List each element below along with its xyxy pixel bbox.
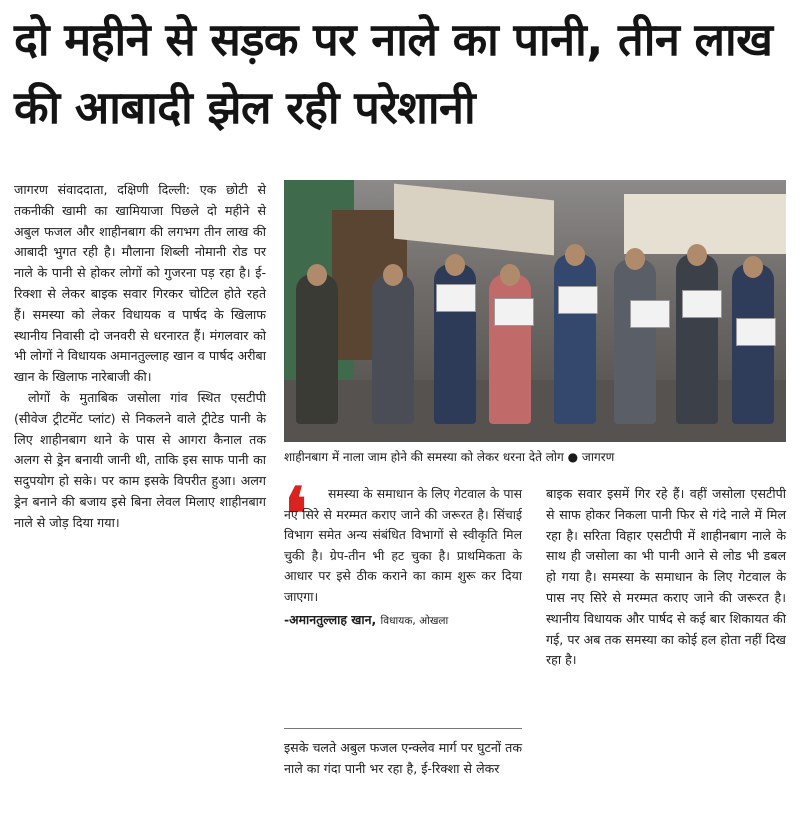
pull-quote-author-role: विधायक, ओखला (380, 614, 449, 627)
headline: दो महीने से सड़क पर नाले का पानी, तीन लाख की आबादी झेल रही परेशानी (14, 13, 773, 134)
article-paragraph-2: लोगों के मुताबिक जसोला गांव स्थित एसटीपी (सीवेज ट्रीटमेंट प्लांट) से निकलने वाले ट्रीटेड पानी के लिए शाहीनबाग थाने के पास से आगरा कैनाल तक अलग से ड्रेन बनायी जानी थी, ताकि इस साफ पानी का सदुपयोग हो सके। पर काम इसके विपरीत हुआ। अलग ड्रेन बनाने की बजाय इसे बिना लेवल मिलाए शाहीनबाग नाले से जोड़ दिया गया। (14, 389, 266, 530)
photo-person (554, 254, 596, 424)
photo-person (489, 274, 531, 424)
photo-person-head (445, 254, 465, 276)
divider (284, 728, 522, 729)
photo-person (372, 274, 414, 424)
pull-quote (284, 484, 522, 631)
photo-person (614, 259, 656, 424)
photo-caption-text: शाहीनबाग में नाला जाम होने की समस्या को लेकर धरना देते लोग (284, 450, 564, 464)
photo-person-head (687, 244, 707, 266)
photo-person-head (565, 244, 585, 266)
pull-quote-attribution (284, 610, 522, 632)
photo-protest-sign (436, 284, 476, 312)
article-column-1 (14, 180, 266, 820)
photo-person (676, 254, 718, 424)
photo-person-head (383, 264, 403, 286)
quote-mark-icon: ❛ (284, 471, 308, 556)
photo-credit: ● जागरण (567, 450, 615, 464)
photo-protest-sign (682, 290, 722, 318)
article-paragraph-1: जागरण संवाददाता, दक्षिणी दिल्ली: एक छोटी से तकनीकी खामी का खामियाजा पिछले दो महीने से अबुल फजल और शाहीनबाग की लगभग तीन लाख की आबादी भुगत रही है। मौलाना शिब्ली नोमानी रोड पर नाले के पानी से होकर लोगों को गुजरना पड़ रहा है। ई-रिक्शा से लेकर बाइक सवार गिरकर चोटिल होते रहते हैं। समस्या को लेकर विधायक व पार्षद के खिलाफ स्थानीय निवासी दो जनवरी से धरनारत हैं। मंगलवार को भी लोगों ने विधायक अमानतुल्लाह खान व पार्षद अरीबा खान के खिलाफ नारेबाजी की। (14, 182, 266, 385)
photo-person (296, 274, 338, 424)
photo-caption (284, 446, 786, 468)
photo-person-head (307, 264, 327, 286)
protest-photo (284, 180, 786, 442)
photo-protest-sign (494, 298, 534, 326)
photo-protest-sign (558, 286, 598, 314)
photo-person-head (743, 256, 763, 278)
photo-protest-sign (630, 300, 670, 328)
article-column-2: इसके चलते अबुल फजल एन्क्लेव मार्ग पर घुटनों तक नाले का गंदा पानी भर रहा है, ई-रिक्शा से लेकर (284, 740, 522, 776)
pull-quote-text: समस्या के समाधान के लिए गेटवाल के पास नए सिरे से मरम्मत कराए जाने की जरूरत है। सिंचाई विभाग समेत अन्य संबंधित विभागों से स्वीकृति मिल चुकी है। ग्रेप-तीन भी हट चुका है। प्राथमिकता के आधार पर इसे ठीक कराने का काम शुरू कर दिया जाएगा। (284, 486, 522, 604)
photo-protest-sign (736, 318, 776, 346)
photo-banner-right (624, 194, 786, 254)
article-column-3: बाइक सवार इसमें गिर रहे हैं। वहीं जसोला एसटीपी से साफ होकर निकला पानी फिर से गंदे नाले में मिल रहा है। सरिता विहार एसटीपी में शाहीनबाग नाले के साथ ही जसोला का भी पानी आने से लोड भी डबल हो गया है। समस्या के समाधान के लिए गेटवाल के पास नए सिरे से मरम्मत कराए जाने की जरूरत है। स्थानीय विधायक और पार्षद से कई बार शिकायत की गई, पर अब तक समस्या का कोई हल होता नहीं दिख रहा है। (546, 486, 786, 668)
pull-quote-author: -अमानतुल्लाह खान, (284, 611, 377, 627)
photo-banner-left (394, 184, 554, 256)
photo-person-head (625, 248, 645, 270)
photo-person-head (500, 264, 520, 286)
